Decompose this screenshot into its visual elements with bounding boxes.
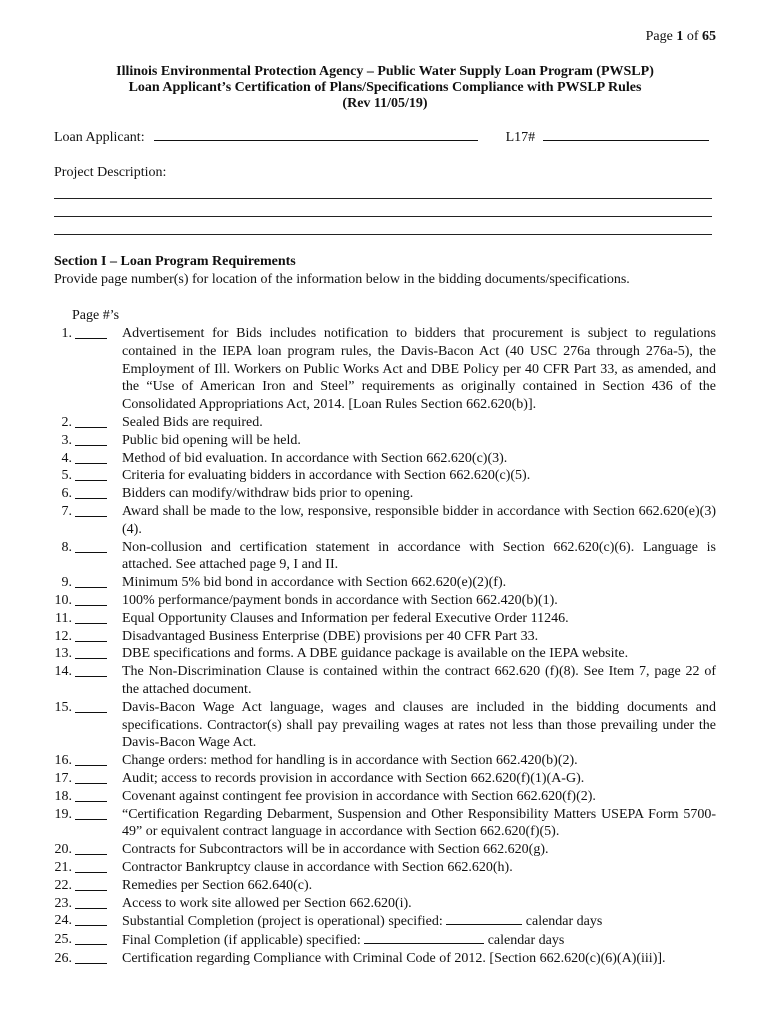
list-item: 10. 100% performance/payment bonds in accordance with Section 662.420(b)(1). [54,592,558,608]
project-description-line-3[interactable] [54,234,712,235]
list-item: 19. “Certification Regarding Debarment, Suspension and Other Responsibility Matters USEPA Form 5700-49” or equivalent contract language in accordance with Section 662.620(f)(5). [54,806,716,840]
l17-field[interactable] [543,128,709,141]
list-item: 7. Award shall be made to the low, responsive, responsible bidder in accordance with Section 662.620(e)(3)(4). [61,503,716,537]
l17-label: L17# [505,130,536,145]
list-item-substantial-completion: 24. Substantial Completion (project is operational) specified: calendar days [54,913,603,930]
loan-applicant-label: Loan Applicant: [54,130,145,145]
list-item: 6. Bidders can modify/withdraw bids prior to opening. [61,486,414,502]
header-revision: (Rev 11/05/19) [342,96,428,111]
list-item: 9. Minimum 5% bid bond in accordance with Section 662.620(e)(2)(f). [61,575,507,591]
header-form-title: Loan Applicant’s Certification of Plans/Specifications Compliance with PWSLP Rules [128,80,642,95]
list-item: 4. Method of bid evaluation. In accordance with Section 662.620(c)(3). [61,450,508,466]
list-item: 15. Davis-Bacon Wage Act language, wages and clauses are included in the bidding documents and specifications. Contractor(s) shall pay prevailing wages at rates not less than those prevailing under the Davis-Bacon Wage Act. [54,699,716,751]
project-description-line-1[interactable] [54,198,712,199]
header-agency-line: Illinois Environmental Protection Agency – Public Water Supply Loan Program (PWSLP) [116,64,654,79]
list-item: 16. Change orders: method for handling is in accordance with Section 662.420(b)(2). [54,753,578,769]
list-item-final-completion: 25. Final Completion (if applicable) specified: calendar days [54,932,565,949]
page-number: Page 1 of 65 [645,29,716,44]
current-page: 1 [676,29,684,44]
total-pages: 65 [702,29,716,44]
list-item: 26. Certification regarding Compliance with Criminal Code of 2012. [Section 662.620(c)(6)(A)(iii)]. [54,950,666,966]
page-numbers-column-header: Page #’s [72,308,120,323]
list-item: 3. Public bid opening will be held. [61,432,301,448]
final-completion-days-field[interactable] [364,931,484,944]
list-item: 20. Contracts for Subcontractors will be in accordance with Section 662.620(g). [54,842,549,858]
section-title: Section I – Loan Program Requirements [54,254,296,269]
list-item: 13. DBE specifications and forms. A DBE guidance package is available on the IEPA website. [54,646,629,662]
substantial-completion-days-field[interactable] [446,912,522,925]
list-item: 22. Remedies per Section 662.640(c). [54,877,313,893]
list-item: 8. Non-collusion and certification statement in accordance with Section 662.620(c)(6). Language is attached. See attached page 9, I and II. [61,539,716,573]
list-item: 17. Audit; access to records provision in accordance with Section 662.620(f)(1)(A-G). [54,770,585,786]
list-item: 12. Disadvantaged Business Enterprise (DBE) provisions per 40 CFR Part 33. [54,628,539,644]
project-description-line-2[interactable] [54,216,712,217]
list-item: 18. Covenant against contingent fee provision in accordance with Section 662.620(f)(2). [54,788,596,804]
section-intro: Provide page number(s) for location of the information below in the bidding documents/specifications. [54,272,630,287]
list-item: 14. The Non-Discrimination Clause is contained within the contract 662.620 (f)(8). See Item 7, page 22 of the attached document. [54,664,716,697]
list-item: 23. Access to work site allowed per Section 662.620(i). [54,895,412,911]
loan-applicant-row [54,128,709,146]
loan-applicant-field[interactable] [154,128,478,141]
list-item: 5. Criteria for evaluating bidders in accordance with Section 662.620(c)(5). [61,468,531,484]
document-header [0,64,770,112]
project-description-label: Project Description: [54,165,167,180]
list-item: 11. Equal Opportunity Clauses and Information per federal Executive Order 11246. [55,610,569,626]
requirements-list [54,325,716,968]
list-item: 21. Contractor Bankruptcy clause in accordance with Section 662.620(h). [54,859,513,875]
list-item: 2. Sealed Bids are required. [61,414,263,430]
list-item: 1. Advertisement for Bids includes notification to bidders that procurement is subject to regulations contained in the IEPA loan program rules, the Davis-Bacon Act (40 USC 276a through 276a-5), the Employment of Ill. Workers on Public Works Act and DBE Policy per 40 CFR Part 33, as amended, and the “Use of American Iron and Steel” requirements as originally contained in Section 436 of the Consolidated Appropriations Act, 2014. [Loan Rules Section 662.620(b)]. [61,326,716,413]
